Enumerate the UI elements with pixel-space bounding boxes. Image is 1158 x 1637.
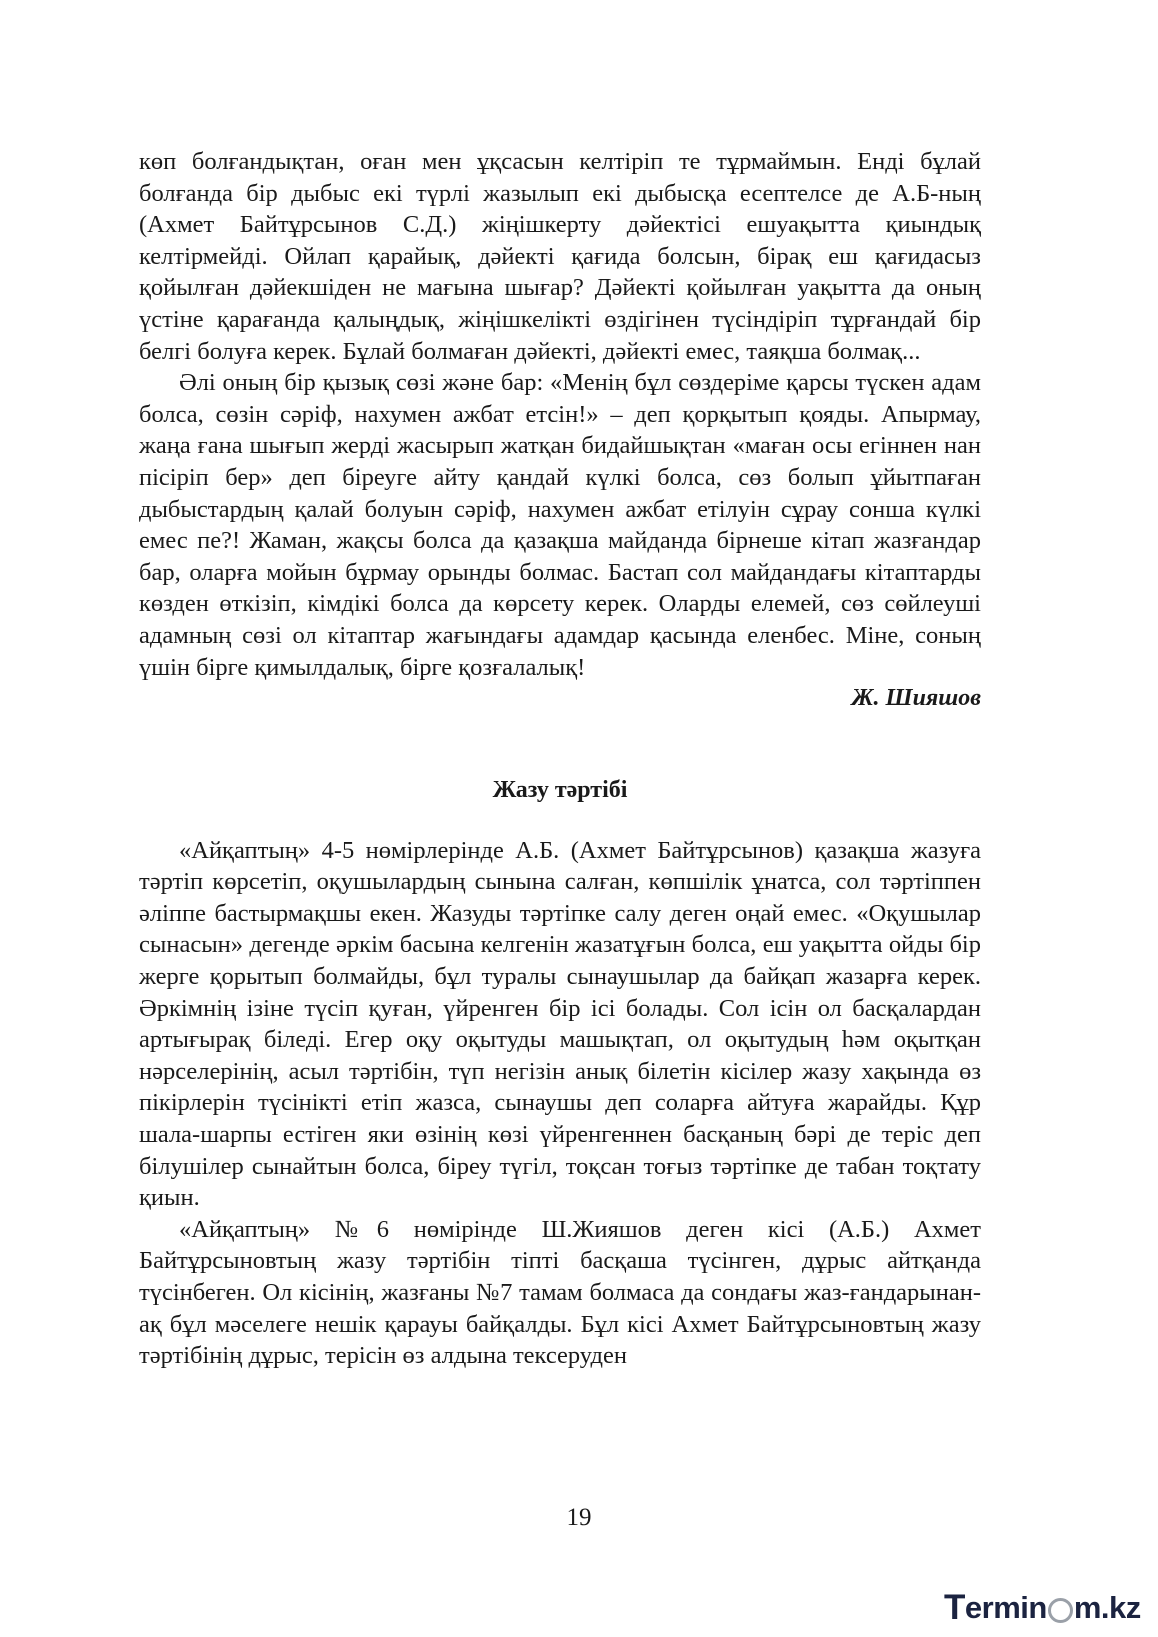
watermark-text-part1: ermin [964,1590,1047,1625]
section-title: Жазу тәртібі [492,776,628,803]
watermark-letter-t: T [944,1588,965,1627]
magnifier-icon [1048,1598,1073,1623]
page-content [139,146,981,1372]
paragraph-continued: көп болғандықтан, оған мен ұқсасын келтіріп те тұрмаймын. Енді бұлай болғанда бір дыбыс екі түрлі жазылып екі дыбысқа есептелсе де А.Б-ның (Ахмет Байтұрсынов С.Д.) жіңішкерту дәйектісі ешуақытта қиындық келтірмейді. Ойлап қарайық, дәйекті қағида болсын, бірақ еш қағидасыз қойылған дәйекшіден не мағына шығар? Дәйекті қойылған уақытта да оның үстіне қарағанда қалыңдық, жіңішкелікті өздігінен түсіндіріп тұрғандай бір белгі болуға керек. Бұлай болмаған дәйекті, дәйекті емес, таяқша болмақ... [139,148,981,365]
page-number: 19 [566,1504,592,1531]
paragraph: «Айқаптың» №6 нөмірінде Ш.Жияшов деген кісі (А.Б.) Ахмет Байтұрсыновтың жазу тәртібін тіпті басқаша түсінген, дұрыс айтқанда түсінбеген. Ол кісінің, жазғаны №7 тамам болмаса да сондағы жаз-ғандарынан-ақ бұл мәселеге нешік қарауы байқалды. Бұл кісі Ахмет Байтұрсыновтың жазу тәртібінің дұрыс, терісін өз алдына тексеруден [139,1215,981,1370]
terminkom-watermark-logo [944,1588,1150,1628]
watermark-text-part2: m.kz [1073,1590,1141,1625]
paragraph: Әлі оның бір қызық сөзі және бар: «Менің бұл сөздеріме қарсы түскен адам болса, сөзін сәріф, нахумен ажбат етсін!» – деп қорқытып қояды. Апырмау, жаңа ғана шығып жерді жасырып жатқан бидайшықтан «маған осы егіннен нан пісіріп бер» деп біреуге айту қандай күлкі болса, сөз болып ұйытпаған дыбыстардың қалай болуын сәріф, нахумен ажбат етілуін сұрау сонша күлкі емес пе?! Жаман, жақсы болса да қазақша майданда бірнеше кітап жазғандар бар, оларға мойын бұрмау орынды болмас. Бастап сол майдандағы кітаптарды көзден өткізіп, кімдікі болса да көрсету керек. Оларды елемей, сөз сөйлеуші адамның сөзі ол кітаптар жағындағы адамдар қасында еленбес. Міне, соның үшін бірге қимылдалық, бірге қозғалалық! [139,369,981,681]
author-signature: Ж. Шияшов [851,685,981,712]
paragraph: «Айқаптың» 4-5 нөмірлерінде А.Б. (Ахмет Байтұрсынов) қазақша жазуға тәртіп көрсетіп, оқушылардың сынына салған, көпшілік ұнатса, сол тәртіппен әліппе бастырмақшы екен. Жазуды тәртіпке салу деген оңай емес. «Оқушылар сынасын» дегенде әркім басына келгенін жазатұғын болса, еш уақытта ойды бір жерге қорытып болмайды, бұл туралы сынаушылар да байқап жазарға керек. Әркімнің ізіне түсіп қуған, үйренген бір ісі болады. Сол ісін ол басқалардан артығырақ біледі. Егер оқу оқытуды машықтап, ол оқытудың һәм оқытқан нәрселерінің, асыл тәртібін, түп негізін анық білетін кісілер жазу хақында өз пікірлерін түсінікті етіп жазса, сынаушы деп соларға айтуға жарайды. Құр шала-шарпы естіген яки өзінің көзі үйренгеннен басқаның бәрі де теріс деп білушілер сынайтын болса, біреу түгіл, тоқсан тоғыз тәртіпке де табан тоқтату қиын. [139,836,981,1212]
